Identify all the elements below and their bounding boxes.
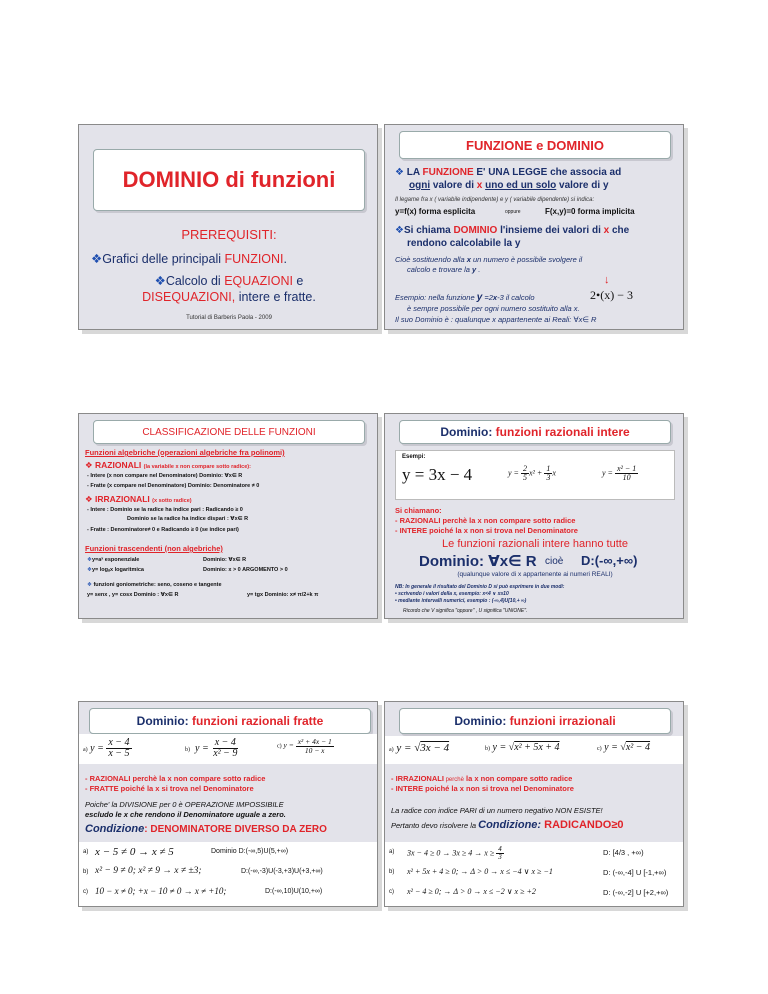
solution-c-domain: D:(-∞,10)U(10,+∞) [265, 888, 323, 895]
def-highlight: x [603, 225, 610, 236]
esempio-line3: Il suo Dominio è : qualunque x appartenente ai Reali: ∀x∈ R [395, 315, 597, 324]
def-text: y [602, 180, 609, 191]
label-b: b) [83, 869, 89, 875]
def-highlight: x [476, 180, 483, 191]
dominio-definition-line1 [395, 225, 629, 236]
slide-irrazionali [384, 701, 684, 907]
examples-panel [395, 450, 675, 500]
label-b: b) [389, 869, 395, 875]
example-b: b) y = √x² + 5x + 4 [485, 742, 560, 753]
prereq-item-calcolo-line2 [79, 290, 378, 304]
slide-title [440, 425, 629, 439]
diamond-bullet-icon: ❖ [87, 582, 92, 588]
class-text: y= logₐx logaritmica [91, 567, 144, 573]
cioe-label: cioè [545, 556, 564, 567]
si-chiamano: Si chiamano: [395, 506, 442, 515]
esempio-line [395, 292, 535, 303]
logaritmica-dominio: Dominio: x > 0 ARGOMENTO > 0 [203, 567, 288, 573]
irrazionali-fratte: - Fratte : Denominatore≠ 0 e Radicando ≥ 0 (se indice pari) [87, 527, 239, 533]
class-text: RAZIONALI [95, 460, 142, 470]
logaritmica [87, 567, 144, 573]
diamond-bullet-icon: ❖ [154, 274, 166, 288]
nb-line3: • mediante intervalli numerici, esempio : (-∞,4)U[10,+ ∞) [395, 598, 527, 604]
diamond-bullet-icon: ❖ [91, 252, 103, 266]
solution-a-domain: D: [4/3 , +∞) [603, 848, 644, 857]
irr-text: - IRRAZIONALI [391, 774, 444, 783]
condizione-label: Condizione [85, 823, 145, 835]
cioe-line2 [407, 265, 480, 274]
oppure-text: oppure [505, 209, 521, 215]
explicit-form: y=f(x) forma esplicita [395, 207, 476, 216]
cioe-text: un numero è possibile svolgere il [470, 255, 583, 264]
dominio-all-reals: Dominio: ∀x∈ R [419, 553, 537, 570]
esempio-text: -3 il calcolo [497, 293, 535, 302]
title-part: Dominio: [454, 714, 507, 728]
label-c: c) [389, 889, 394, 895]
prereq-item-highlight: DISEQUAZIONI, [142, 290, 236, 304]
arrow-down-icon: ↓ [604, 274, 610, 286]
def-text: che [609, 225, 630, 236]
goniometriche [87, 582, 222, 588]
slide-title: FUNZIONE e DOMINIO [466, 137, 604, 153]
solution-b-equation: x² − 9 ≠ 0; x² ≠ 9 → x ≠ ±3; [95, 866, 202, 876]
slide-classificazione [78, 413, 378, 619]
def-text: ogni [409, 180, 431, 191]
solution-a-text: 3x − 4 ≥ 0 → 3x ≥ 4 → x ≥ [407, 848, 495, 858]
slide-title-box [399, 131, 671, 159]
solution-a-domain: Dominio D:(-∞,5)U(5,+∞) [211, 848, 289, 855]
slide-title [137, 714, 324, 728]
goniometriche-sen-cos: y= senx , y= cosx Dominio : ∀x∈ R [87, 592, 179, 598]
divisione-line2: escludo le x che rendono il Denominatore uguale a zero. [85, 810, 286, 819]
def-highlight: DOMINIO [453, 225, 498, 236]
credit-text: Tutorial di Barberis Paola - 2009 [186, 315, 272, 321]
razionali-line: - RAZIONALI perchè la x non compare sotto radice [85, 774, 266, 783]
example-a: a) y = √3x − 4 [389, 742, 450, 754]
condizione-line [85, 823, 327, 835]
diamond-bullet-icon: ❖ [395, 225, 404, 236]
title-part: funzioni irrazionali [506, 714, 616, 728]
ricorda-note: Ricordo che V significa "oppure" , U significa "UNIONE". [403, 608, 528, 614]
razionali-heading [85, 460, 251, 471]
solutions-panel [385, 842, 683, 906]
title-part: Dominio: [440, 425, 493, 439]
label-a: a) [389, 849, 395, 855]
def-highlight: FUNZIONE [422, 167, 474, 178]
cioe-text: x [466, 255, 471, 264]
esempio-line2: è sempre possibile per ogni numero sostituito alla x. [407, 304, 580, 313]
solution-b-domain: D: (-∞,-4] U [-1,+∞) [603, 868, 667, 877]
def-text: rendono calcolabile la [407, 238, 515, 249]
qualunque-note: (qualunque valore di x appartenente ai numeri REALI) [457, 571, 613, 578]
radice-line1: La radice con indice PARI di un numero negativo NON ESISTE! [391, 806, 603, 815]
example-c: c) y = $\frac{\text{x² + 4x − 1}}{10 - x}$ [277, 737, 332, 755]
slide-title-box [399, 420, 671, 444]
goniometriche-tg: y= tgx Dominio: x≠ π/2+k π [247, 592, 319, 598]
algebriche-heading: Funzioni algebriche (operazioni algebriche fra polinomi) [85, 448, 285, 457]
solution-c-domain: D: (-∞,-2] U [+2,+∞) [603, 888, 669, 897]
solutions-panel [79, 842, 377, 906]
nb-line1: NB: In generale il risultato del Dominio D si può esprimere in due modi: [395, 584, 565, 590]
esponenziale [87, 557, 139, 563]
condizione-label: Condizione: [478, 819, 542, 831]
solution-c-equation: 10 − x ≠ 0; +x − 10 ≠ 0 → x ≠ +10; [95, 886, 227, 896]
radice-line2 [391, 819, 624, 831]
diamond-bullet-icon: ❖ [85, 460, 93, 470]
intere-line: - INTERE poiché la x non si trova nel Denominatore [391, 784, 574, 793]
solution-b-domain: D:(-∞,-3)U(-3,+3)U(+3,+∞) [241, 868, 323, 875]
class-note: (x sotto radice) [152, 498, 192, 504]
example-a: a) y = $\frac{x - 4}{x - 5}$ [83, 737, 130, 759]
condizione-text: RADICANDO≥0 [541, 819, 624, 831]
slide-dominio-di-funzioni [78, 124, 378, 330]
def-text: E' UNA LEGGE che associa ad [473, 167, 622, 178]
esempio-text: =2 [482, 293, 493, 302]
def-text: l'insieme dei valori di [497, 225, 604, 236]
title-part: funzioni razionali intere [492, 425, 630, 439]
examples-panel [79, 734, 377, 764]
divisione-line1: Poiche' la DIVISIONE per 0 è OPERAZIONE IMPOSSIBILE [85, 800, 284, 809]
irrazionali-heading [85, 494, 192, 505]
label-a: a) [83, 849, 89, 855]
irrazionali-intere-2: Dominio se la radice ha indice dispari : ∀x∈ R [127, 516, 249, 522]
slide-title-box [93, 420, 365, 444]
irrazionali-intere-1: - Intere : Dominio se la radice ha indice pari : Radicando ≥ 0 [87, 507, 243, 513]
slide-razionali-fratte [78, 701, 378, 907]
irr-text: perchè [443, 777, 464, 783]
note-line: Il legame fra x ( variabile indipendente) e y ( variabile dipendente) si indica: [395, 197, 595, 203]
prereq-item-highlight: FUNZIONI [224, 252, 284, 266]
example-c: c) y = √x² − 4 [597, 742, 651, 753]
solution-a-equation: x − 5 ≠ 0 → x ≠ 5 [95, 846, 174, 858]
def-text: y [514, 238, 521, 249]
prereq-item-text-mid: e [292, 274, 304, 288]
prereq-item-highlight: EQUAZIONI [224, 274, 293, 288]
examples-panel [385, 736, 683, 764]
diamond-bullet-icon: ❖ [85, 494, 93, 504]
cioe-text: Cioè sostituendo alla [395, 255, 467, 264]
label-c: c) [83, 889, 88, 895]
def-text: valore di [430, 180, 477, 191]
esempio-text: x [492, 293, 498, 302]
definition-line1 [395, 167, 621, 178]
cioe-text: y [472, 265, 477, 274]
slide-title-box [89, 708, 371, 734]
solution-c-equation: x² − 4 ≥ 0; → Δ > 0 → x ≤ −2 ∨ x ≥ +2 [407, 887, 536, 896]
solution-a-equation: 3x − 4 ≥ 0 → 3x ≥ 4 → x ≥ $\frac{4}{3}$ [407, 845, 502, 861]
prereq-item-grafici [91, 251, 287, 266]
def-text: Si chiama [403, 225, 454, 236]
slide-funzione-e-dominio [384, 124, 684, 330]
nb-line2: • scrivendo i valori della x, esempio: x<4 ∨ x≥10 [395, 591, 509, 597]
diamond-bullet-icon: ❖ [395, 167, 404, 178]
def-text: uno ed un solo [485, 180, 557, 191]
class-text: IRRAZIONALI [95, 494, 150, 504]
prereq-item-text-end: . [283, 252, 288, 266]
cioe-text: calcolo e trovare la [407, 265, 473, 274]
razionali-fratte: - Fratte (x compare nel Denominatore) Dominio: Denominatore ≠ 0 [87, 483, 260, 489]
slide-title: DOMINIO di funzioni [122, 167, 336, 192]
class-text: funzioni goniometriche: seno, coseno e tangente [93, 582, 222, 588]
trascendenti-heading: Funzioni trascendenti (non algebriche) [85, 544, 223, 553]
prereq-title: PREREQUISITI: [181, 227, 277, 242]
title-part: funzioni razionali fratte [188, 714, 324, 728]
interval-all-reals: D:(-∞,+∞) [581, 553, 638, 568]
slide-title-box [399, 708, 671, 734]
dominio-definition-line2 [407, 238, 520, 249]
prereq-item-text: Calcolo di [165, 274, 225, 288]
fratte-line: - FRATTE poiché la x si trova nel Denominatore [85, 784, 254, 793]
hanno-tutte-heading: Le funzioni razionali intere hanno tutte [442, 538, 628, 550]
example-b: b) y = $\frac{x - 4}{\text{x² − 9}}$ [185, 737, 238, 759]
prereq-item-text-end: intere e fratte. [235, 290, 316, 304]
title-part: Dominio: [136, 714, 189, 728]
diamond-bullet-icon: ❖ [87, 557, 92, 563]
radice-text: Pertanto devo risolvere la [391, 821, 479, 830]
class-note: (la variabile x non compare sotto radice): [143, 464, 251, 470]
class-text: y=aˣ esponenziale [91, 557, 140, 563]
slide-title [454, 714, 615, 728]
intere-line: - INTERE poiché la x non si trova nel Denominatore [395, 526, 578, 535]
slide-title: CLASSIFICAZIONE DELLE FUNZIONI [142, 426, 316, 438]
esponenziale-dominio: Dominio: ∀x∈ R [203, 557, 247, 563]
def-text: valore di [556, 180, 603, 191]
razionali-line: - RAZIONALI perchè la x non compare sotto radice [395, 516, 576, 525]
diamond-bullet-icon: ❖ [87, 567, 92, 573]
def-text: LA [406, 167, 423, 178]
razionali-intere: - Intere (x non compare nel Denominatore) Dominio: ∀x∈ R [87, 473, 243, 479]
example-1: y = 3x − 4 [402, 465, 473, 484]
cioe-line1 [395, 255, 582, 264]
definition-line2 [409, 180, 609, 191]
esempi-label: Esempi: [402, 454, 426, 460]
irrazionali-line [391, 774, 572, 783]
irr-text: la x non compare sotto radice [463, 774, 573, 783]
implicit-form: F(x,y)=0 forma implicita [545, 207, 635, 216]
slide-title-box [93, 149, 365, 211]
solution-b-equation: x² + 5x + 4 ≥ 0; → Δ > 0 → x ≤ −4 ∨ x ≥ −1 [407, 867, 553, 876]
esempio-formula: 2•(x) − 3 [590, 288, 633, 302]
esempio-text: Esempio: nella funzione [395, 293, 477, 302]
cioe-text: . [476, 265, 481, 274]
slide-razionali-intere [384, 413, 684, 619]
prereq-item-text: Grafici delle principali [102, 252, 225, 266]
condizione-text: : DENOMINATORE DIVERSO DA ZERO [144, 824, 327, 835]
example-3: y = $\frac{\text{x² − 1}}{10}$ [602, 464, 637, 482]
prereq-item-calcolo [79, 273, 378, 288]
example-2: y = $\frac{2}{5}$ x² + $\frac{1}{3}$ x [508, 464, 556, 482]
esempio-text: y [476, 292, 483, 303]
